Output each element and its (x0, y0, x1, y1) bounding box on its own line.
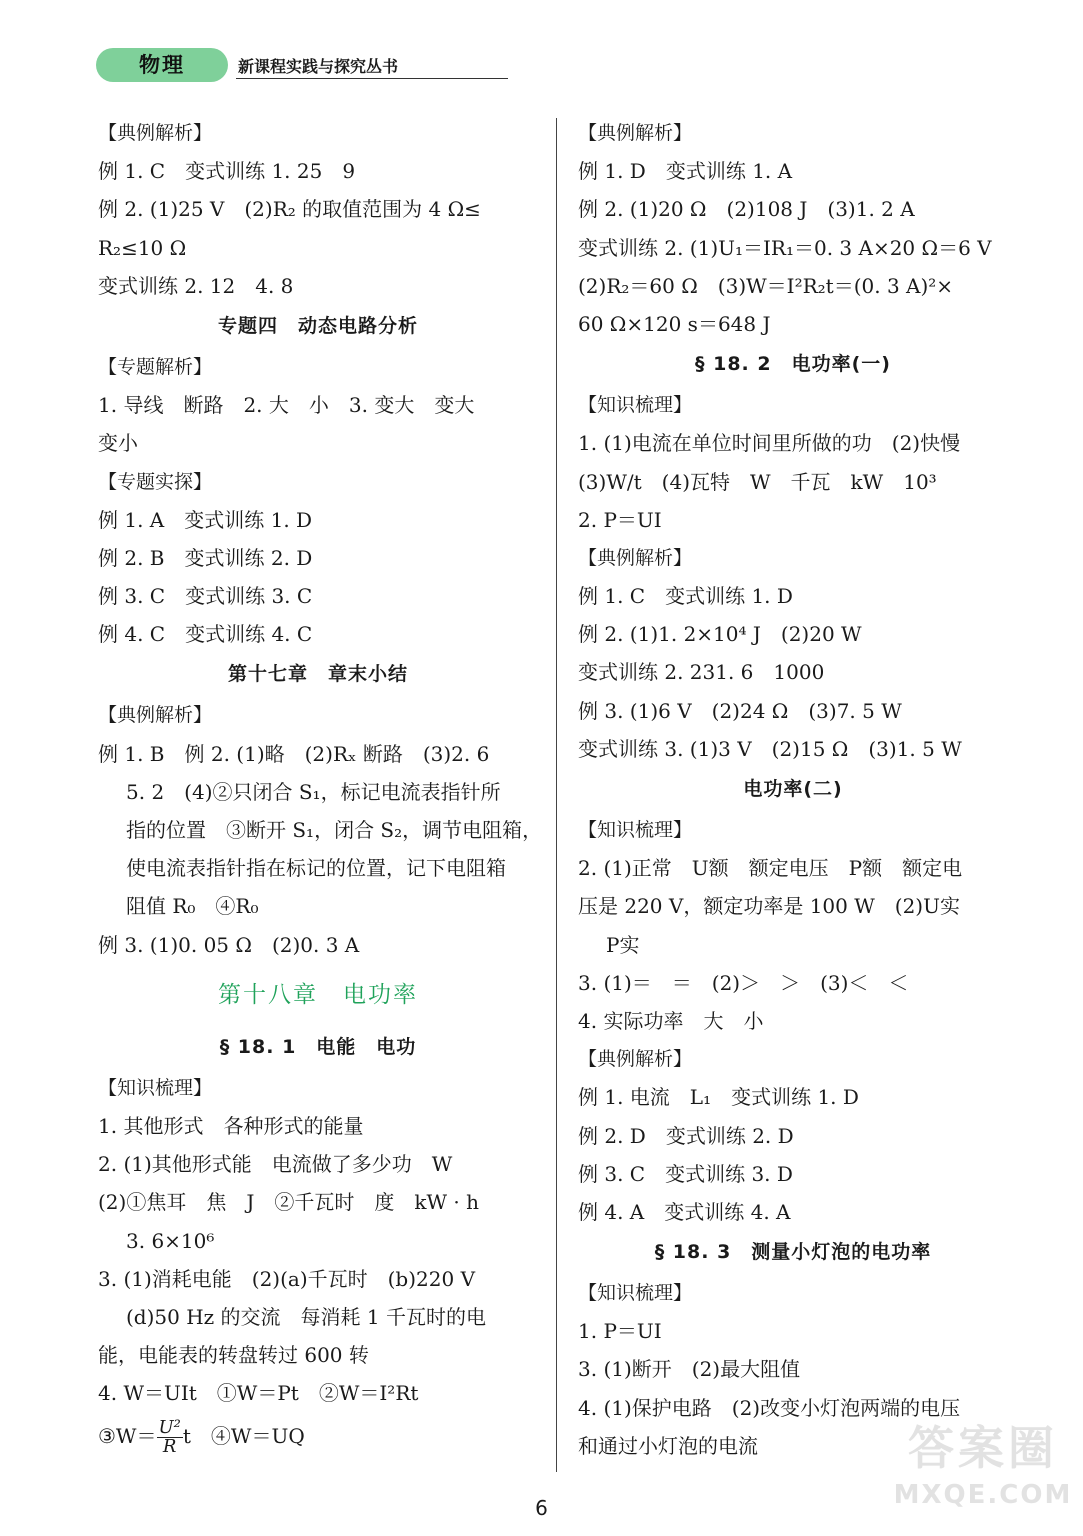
section-tag: 【专题解析】 (98, 355, 213, 378)
right-column (578, 114, 1008, 1465)
answer-line: 例 2. D 变式训练 2. D (578, 1123, 794, 1148)
answer-line: (3)W/t (4)瓦特 W 千瓦 kW 10³ (578, 469, 937, 494)
answer-line-continued: P实 (606, 932, 640, 957)
section-tag: 【知识梳理】 (98, 1076, 213, 1099)
answer-line: 变式训练 3. (1)3 V (2)15 Ω (3)1. 5 W (578, 736, 962, 761)
page-header (96, 46, 416, 86)
answer-line: 例 3. (1)6 V (2)24 Ω (3)7. 5 W (578, 698, 902, 723)
formula-prefix: ③W＝ (98, 1424, 157, 1449)
answer-line: 60 Ω×120 s＝648 J (578, 311, 771, 336)
series-title: 新课程实践与探究丛书 (238, 57, 399, 76)
answer-line: 例 2. (1)1. 2×10⁴ J (2)20 W (578, 622, 862, 647)
answer-line: 例 1. B 例 2. (1)略 (2)Rₓ 断路 (3)2. 6 (98, 741, 490, 766)
fraction-numerator: U² (158, 1417, 181, 1439)
answer-line: 1. 导线 断路 2. 大 小 3. 变大 变大 (98, 393, 475, 418)
section-tag: 【典例解析】 (578, 546, 693, 569)
answer-line: 和通过小灯泡的电流 (578, 1433, 758, 1458)
column-divider (556, 118, 557, 1472)
answer-line: 例 3. (1)0. 05 Ω (2)0. 3 A (98, 932, 360, 957)
answer-line: 1. (1)电流在单位时间里所做的功 (2)快慢 (578, 431, 961, 456)
answer-line-continued: 指的位置 ③断开 S₁，闭合 S₂，调节电阻箱， (126, 818, 543, 842)
section-tag: 【典例解析】 (578, 122, 693, 144)
section-heading: 专题四 动态电路分析 (217, 314, 418, 337)
section-tag: 【知识梳理】 (578, 1282, 693, 1305)
formula-suffix: t ④W＝UQ (182, 1424, 305, 1449)
section-heading: § 18. 2 电功率(一) (695, 353, 891, 376)
page-number: 6 (535, 1496, 548, 1520)
section-tag: 【典例解析】 (578, 1048, 693, 1071)
answer-line: 例 3. C 变式训练 3. C (98, 584, 313, 609)
answer-line: 变小 (98, 431, 138, 456)
answer-line: 变式训练 2. 12 4. 8 (98, 273, 294, 298)
answer-line: 例 1. C 变式训练 1. D (578, 584, 793, 609)
answer-line: 例 2. B 变式训练 2. D (98, 545, 313, 570)
left-column (98, 114, 543, 1460)
answer-line-continued: 使电流表指针指在标记的位置，记下电阻箱 (126, 856, 506, 881)
section-tag: 【典例解析】 (98, 122, 213, 144)
answer-line: 2. (1)其他形式能 电流做了多少功 W (98, 1152, 453, 1177)
answer-line-continued: 3. 6×10⁶ (126, 1228, 215, 1253)
answer-line: 例 4. A 变式训练 4. A (578, 1199, 791, 1224)
answer-line: 2. P＝UI (578, 507, 662, 532)
answer-line: 例 3. C 变式训练 3. D (578, 1161, 793, 1186)
header-rule (236, 78, 508, 79)
section-heading: 第十七章 章末小结 (227, 663, 408, 686)
watermark-url: MXQE.COM (893, 1480, 1073, 1510)
answer-line: 4. (1)保护电路 (2)改变小灯泡两端的电压 (578, 1395, 961, 1420)
answer-line: 1. 其他形式 各种形式的能量 (98, 1113, 364, 1138)
section-tag: 【专题实探】 (98, 470, 213, 493)
answer-line: 4. W＝UIt ①W＝Pt ②W＝I²Rt (98, 1381, 419, 1406)
answer-line-continued: 5. 2 (4)②只闭合 S₁，标记电流表指针所 (126, 779, 501, 804)
answer-line: 3. (1)消耗电能 (2)(a)千瓦时 (b)220 V (98, 1266, 476, 1291)
section-heading: § 18. 3 测量小灯泡的电功率 (654, 1241, 932, 1264)
answer-line: 3. (1)＝ ＝ (2)＞ ＞ (3)＜ ＜ (578, 970, 909, 995)
section-heading: § 18. 1 电能 电功 (219, 1035, 417, 1058)
answer-line: (2)R₂＝60 Ω (3)W＝I²R₂t＝(0. 3 A)²× (578, 273, 954, 298)
answer-line: 1. P＝UI (578, 1319, 662, 1344)
answer-line: 压是 220 V，额定功率是 100 W (2)U实 (578, 894, 960, 919)
fraction-denominator: R (162, 1436, 177, 1458)
section-tag: 【典例解析】 (98, 704, 213, 727)
section-tag: 【知识梳理】 (578, 394, 693, 417)
answer-line: 例 1. A 变式训练 1. D (98, 507, 313, 532)
answer-line: 变式训练 2. 231. 6 1000 (578, 660, 825, 685)
answer-line: 能，电能表的转盘转过 600 转 (98, 1343, 369, 1368)
fraction (157, 1419, 183, 1456)
watermark-text: 答案圈 (908, 1421, 1058, 1475)
answer-line: 例 4. C 变式训练 4. C (98, 622, 313, 647)
answer-line: 2. (1)正常 U额 额定电压 P额 额定电 (578, 856, 963, 881)
formula-line (98, 1412, 538, 1460)
chapter-title: 第十八章 电功率 (218, 981, 418, 1008)
section-heading: 电功率(二) (743, 778, 843, 800)
answer-line-continued: 阻值 R₀ ④R₀ (126, 894, 259, 919)
answer-line: 例 1. C 变式训练 1. 25 9 (98, 159, 356, 184)
answer-line: 3. (1)断开 (2)最大阻值 (578, 1357, 801, 1382)
answer-line: R₂≤10 Ω (98, 235, 187, 260)
subject-tab: 物理 (96, 48, 228, 82)
answer-line: 例 1. D 变式训练 1. A (578, 159, 793, 184)
section-tag: 【知识梳理】 (578, 819, 693, 841)
answer-line-continued: (d)50 Hz 的交流 每消耗 1 千瓦时的电 (126, 1304, 486, 1329)
answer-line: 例 2. (1)20 Ω (2)108 J (3)1. 2 A (578, 197, 915, 222)
answer-line: 例 1. 电流 L₁ 变式训练 1. D (578, 1085, 859, 1110)
watermark-logo (893, 1418, 1073, 1530)
answer-line: 4. 实际功率 大 小 (578, 1008, 764, 1033)
answer-line: (2)①焦耳 焦 J ②千瓦时 度 kW · h (98, 1190, 479, 1215)
answer-line: 变式训练 2. (1)U₁＝IR₁＝0. 3 A×20 Ω＝6 V (578, 235, 992, 260)
answer-line: 例 2. (1)25 V (2)R₂ 的取值范围为 4 Ω≤ (98, 197, 481, 222)
